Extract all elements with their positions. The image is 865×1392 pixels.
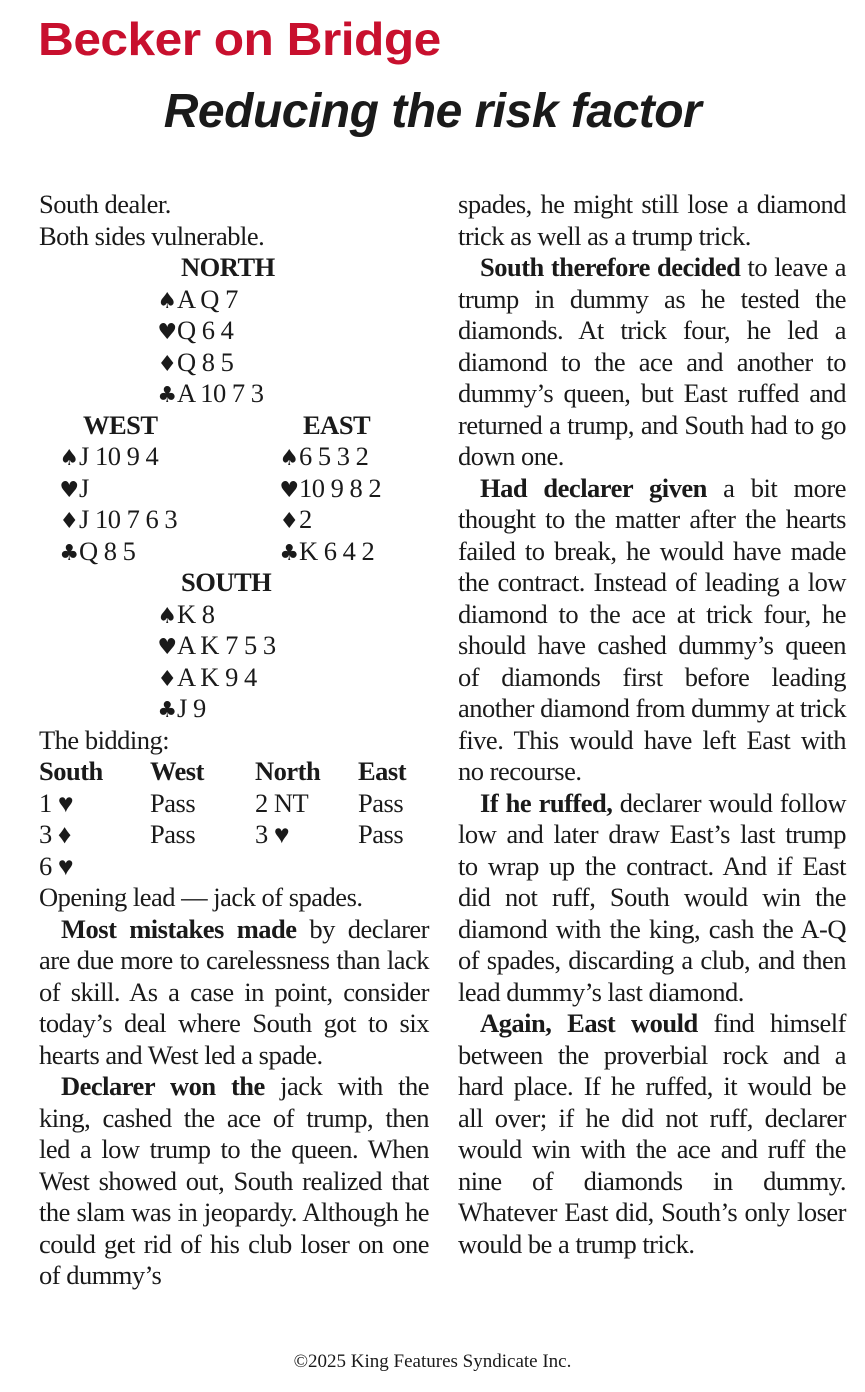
bid-cell: 3 ♥	[255, 819, 290, 849]
south-clubs: ♣J 9	[39, 693, 429, 725]
article-paragraph-4: Had declarer given a bit more thought to the matter after the hearts failed to break, he would have made the contract. Instead of leading a low diamond to the ace at trick four, he should have cashed dummy’s queen of diamonds first before leading another diamond from dummy at trick five. This would have left East with no recourse.	[458, 472, 846, 786]
diamond-icon: ♦	[279, 509, 299, 534]
heart-icon: ♥	[279, 477, 299, 503]
bidding-header: North	[255, 756, 321, 786]
south-hearts: ♥A K 7 5 3	[39, 630, 429, 662]
bid-cell: Pass	[150, 819, 196, 849]
dealer-line: South dealer.	[39, 189, 171, 219]
west-hearts: J	[79, 472, 89, 503]
bid-cell: Pass	[358, 819, 404, 849]
column-brand-title: Becker on Bridge	[38, 13, 441, 65]
south-diamonds: ♦A K 9 4	[39, 662, 429, 694]
south-label: SOUTH	[181, 567, 272, 597]
article-paragraph-2-continued: spades, he might still lose a diamond trick as well as a trump trick.	[458, 189, 846, 251]
west-east-spades	[39, 441, 429, 473]
club-icon: ♣	[279, 540, 299, 566]
bidding-header: South	[39, 756, 103, 786]
north-label: NORTH	[181, 252, 275, 282]
article-paragraph-3: South therefore decided to leave a trump in dummy as he tested the diamonds. At trick four, he led a diamond to the ace and another to dummy’s queen, but East ruffed and returned a trump, and South had to go down one.	[458, 252, 846, 471]
south-label-row	[39, 567, 429, 599]
bid-cell: Pass	[150, 787, 196, 818]
opening-lead: Opening lead — jack of spades.	[39, 882, 363, 912]
east-spades: 6 5 3 2	[299, 441, 369, 471]
west-east-hearts	[39, 473, 429, 505]
east-clubs: K 6 4 2	[299, 535, 375, 566]
bidding-header-row	[39, 756, 429, 788]
east-label: EAST	[303, 409, 371, 440]
west-east-clubs	[39, 536, 429, 568]
north-spades: ♠A Q 7	[39, 284, 429, 316]
diamond-icon: ♦	[157, 666, 177, 692]
west-diamonds: J 10 7 6 3	[79, 504, 178, 534]
article-paragraph-1: Most mistakes made by declarer are due more to carelessness than lack of skill. As a case in point, consider today’s deal where South got to six hearts and West led a spade.	[39, 913, 429, 1070]
heart-icon: ♥	[59, 477, 79, 503]
west-spades: J 10 9 4	[79, 441, 159, 471]
spade-icon: ♠	[157, 603, 177, 629]
copyright-notice: ©2025 King Features Syndicate Inc.	[293, 1351, 572, 1372]
article-paragraph-5: If he ruffed, declarer would follow low and later draw East’s last trump to wrap up the contract. And if East did not ruff, South would win the diamond with the king, cash the A-Q of spades, discarding a club, and then lead dummy’s last diamond.	[458, 787, 846, 1007]
bidding-header: West	[150, 756, 204, 786]
north-hearts: ♥Q 6 4	[39, 315, 429, 347]
heart-icon: ♥	[157, 635, 177, 660]
left-column	[39, 189, 429, 1292]
bid-cell: 6 ♥	[39, 850, 74, 881]
west-label: WEST	[83, 409, 158, 440]
spade-icon: ♠	[59, 446, 79, 471]
north-clubs: ♣A 10 7 3	[39, 378, 429, 410]
bid-cell: 1 ♥	[39, 787, 74, 818]
club-icon: ♣	[157, 383, 177, 408]
diamond-icon: ♦	[59, 509, 79, 534]
bidding-title: The bidding:	[39, 724, 170, 755]
club-icon: ♣	[59, 540, 79, 566]
bid-cell: 2 NT	[255, 787, 309, 818]
east-diamonds: 2	[299, 504, 312, 534]
bidding-row	[39, 788, 429, 820]
heart-icon: ♥	[157, 320, 177, 345]
bid-cell: Pass	[358, 787, 404, 818]
bid-cell: 3 ♦	[39, 819, 71, 849]
east-hearts: 10 9 8 2	[299, 472, 382, 503]
west-east-label-row	[39, 410, 429, 442]
article-paragraph-6: Again, East would find himself between the proverbial rock and a hard place. If he ruffed, it would be all over; if he did not ruff, declarer would win with the ace and ruff the nine of diamonds in dummy. Whatever East did, South’s only loser would be a trump trick.	[458, 1008, 846, 1259]
spade-icon: ♠	[157, 288, 177, 314]
diamond-icon: ♦	[157, 351, 177, 377]
article-headline: Reducing the risk factor	[163, 85, 702, 138]
north-label-row	[39, 252, 429, 284]
right-column	[458, 189, 846, 1260]
spade-icon: ♠	[279, 446, 299, 471]
bidding-row	[39, 819, 429, 851]
bidding-header: East	[358, 756, 407, 786]
bidding-row	[39, 851, 429, 883]
vulnerability-line: Both sides vulnerable.	[39, 220, 265, 251]
north-diamonds: ♦Q 8 5	[39, 347, 429, 379]
south-spades: ♠K 8	[39, 599, 429, 631]
club-icon: ♣	[157, 698, 177, 723]
article-paragraph-2: Declarer won the jack with the king, cashed the ace of trump, then led a low trump to the queen. When West showed out, South realized that the slam was in jeopardy. Although he could get rid of his club loser on one of dummy’s	[39, 1071, 429, 1290]
west-east-diamonds	[39, 504, 429, 536]
west-clubs: Q 8 5	[79, 535, 136, 566]
